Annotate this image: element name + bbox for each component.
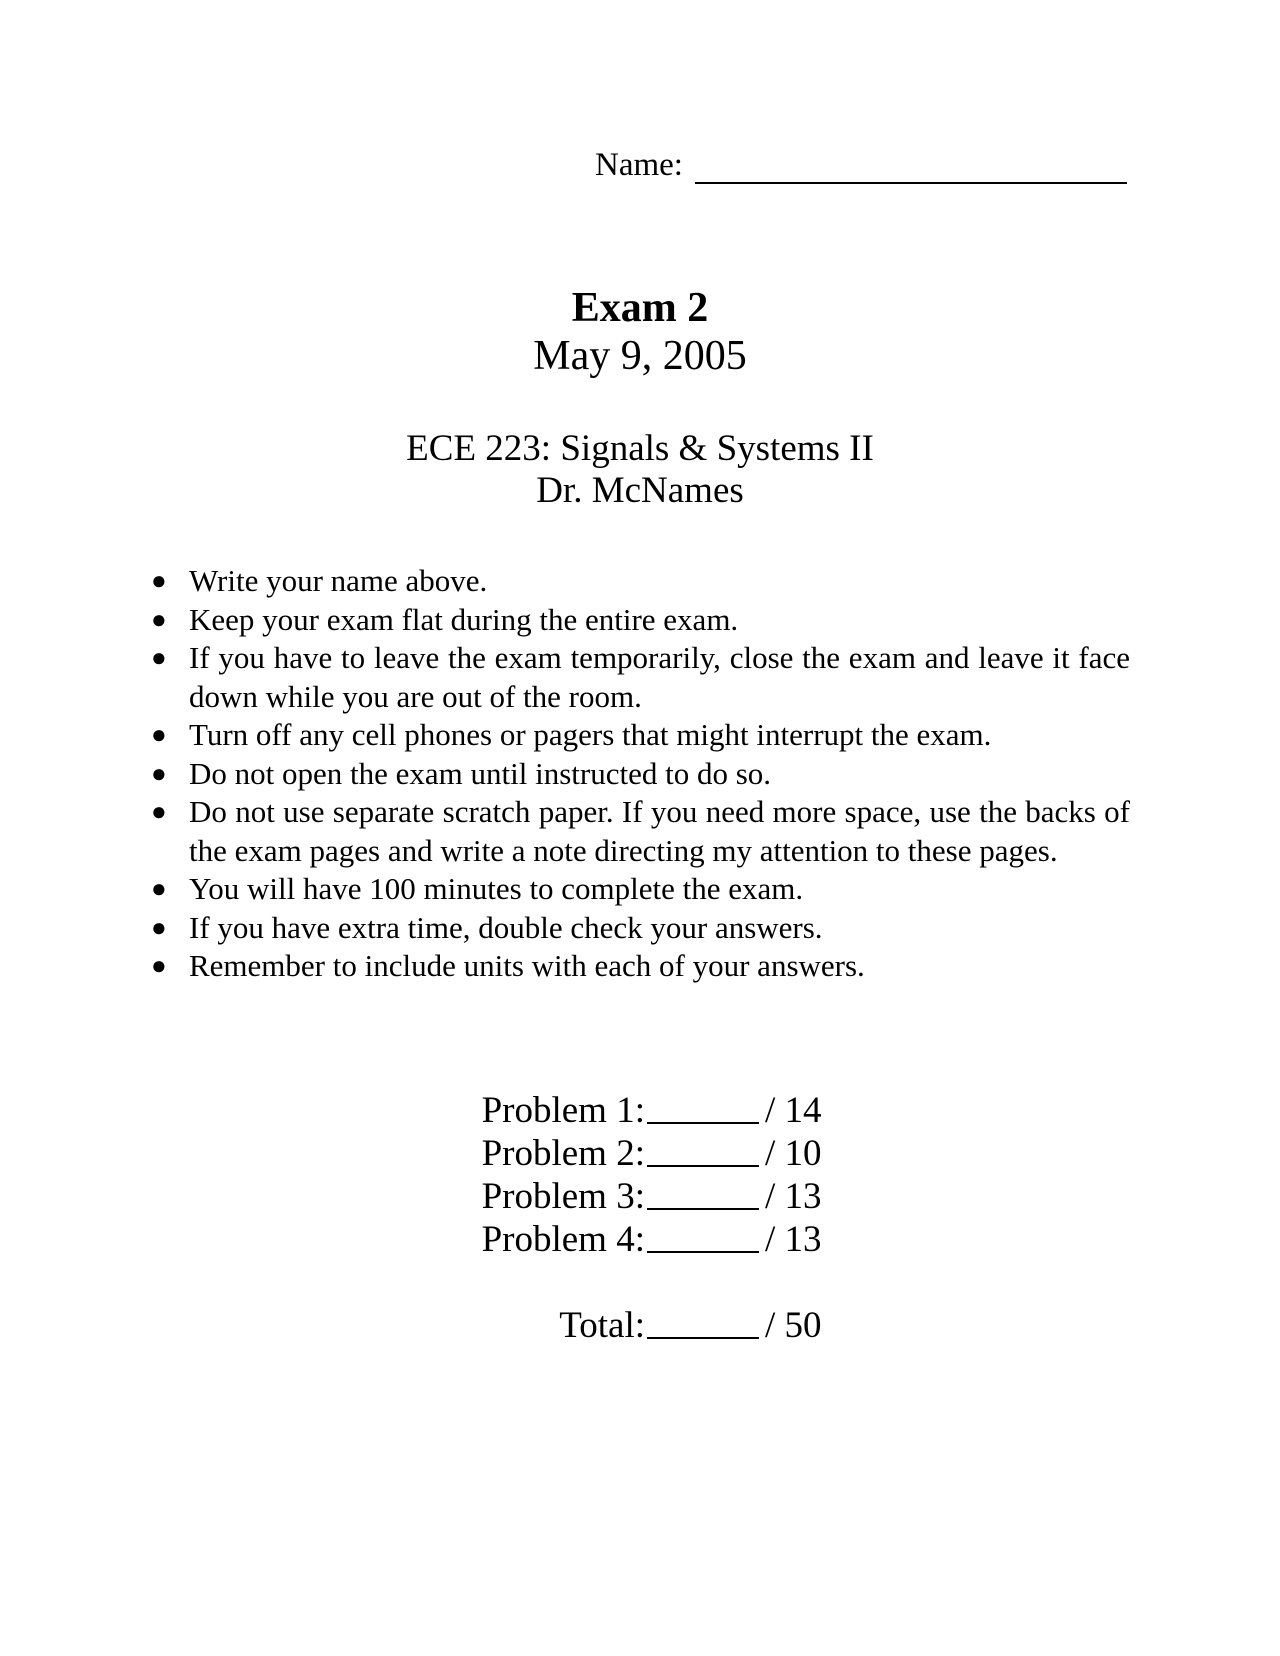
instructions-list bbox=[145, 562, 1130, 986]
score-label: Problem 2: bbox=[481, 1133, 645, 1174]
score-row-problem-4 bbox=[475, 1215, 822, 1258]
bullet-icon: ● bbox=[151, 720, 167, 749]
score-blank[interactable] bbox=[647, 1217, 759, 1253]
bullet-icon: ● bbox=[151, 951, 167, 980]
bullet-icon: ● bbox=[151, 912, 167, 942]
instruction-item bbox=[145, 716, 1130, 755]
score-table bbox=[475, 1086, 822, 1344]
instruction-item bbox=[145, 639, 1130, 716]
bullet-icon: ● bbox=[151, 643, 167, 672]
instruction-text: Keep your exam flat during the entire exam. bbox=[189, 601, 739, 637]
instruction-text: You will have 100 minutes to complete the exam. bbox=[189, 871, 804, 906]
score-blank[interactable] bbox=[647, 1131, 759, 1167]
instruction-text: Remember to include units with each of your answers. bbox=[189, 948, 865, 983]
score-max: / 10 bbox=[765, 1133, 822, 1174]
instruction-text: Turn off any cell phones or pagers that might interrupt the exam. bbox=[189, 717, 992, 752]
score-row-total bbox=[475, 1301, 822, 1344]
instruction-text: If you have extra time, double check your answers. bbox=[189, 909, 823, 945]
bullet-icon: ● bbox=[151, 797, 167, 826]
exam-title: Exam 2 bbox=[571, 285, 709, 331]
instruction-item bbox=[145, 601, 1130, 640]
score-label: Problem 3: bbox=[481, 1176, 645, 1217]
exam-date: May 9, 2005 bbox=[533, 333, 747, 379]
instruction-item bbox=[145, 870, 1130, 909]
score-max: / 13 bbox=[765, 1219, 822, 1260]
course-name: ECE 223: Signals & Systems II bbox=[406, 428, 874, 469]
bullet-icon: ● bbox=[151, 604, 167, 634]
total-max: / 50 bbox=[765, 1305, 822, 1346]
score-row-problem-3 bbox=[475, 1172, 822, 1215]
instructor-name: Dr. McNames bbox=[536, 470, 744, 511]
name-field-row bbox=[595, 146, 1127, 184]
bullet-icon: ● bbox=[151, 566, 167, 595]
instruction-text: Write your name above. bbox=[189, 563, 488, 598]
instruction-item bbox=[145, 562, 1130, 601]
score-row-problem-2 bbox=[475, 1129, 822, 1172]
instruction-text: If you have to leave the exam temporarily, close the exam and leave it face down while you are out of the room. bbox=[189, 640, 1130, 714]
score-blank[interactable] bbox=[647, 1174, 759, 1210]
total-label: Total: bbox=[559, 1305, 645, 1346]
name-label: Name: bbox=[595, 147, 683, 183]
total-blank[interactable] bbox=[647, 1303, 759, 1339]
score-max: / 13 bbox=[765, 1176, 822, 1217]
score-label: Problem 4: bbox=[481, 1219, 645, 1260]
instruction-text: Do not open the exam until instructed to do so. bbox=[189, 755, 772, 791]
instruction-item bbox=[145, 909, 1130, 948]
bullet-icon: ● bbox=[151, 758, 167, 788]
bullet-icon: ● bbox=[151, 874, 167, 903]
score-blank[interactable] bbox=[647, 1088, 759, 1124]
instruction-item bbox=[145, 793, 1130, 870]
instruction-item bbox=[145, 755, 1130, 794]
score-label: Problem 1: bbox=[481, 1090, 645, 1131]
instruction-item bbox=[145, 947, 1130, 986]
score-max: / 14 bbox=[765, 1090, 822, 1131]
instruction-text: Do not use separate scratch paper. If you need more space, use the backs of the exam pages and write a note directing my attention to these pages. bbox=[189, 794, 1130, 868]
score-row-problem-1 bbox=[475, 1086, 822, 1129]
name-blank-line[interactable] bbox=[695, 146, 1127, 184]
